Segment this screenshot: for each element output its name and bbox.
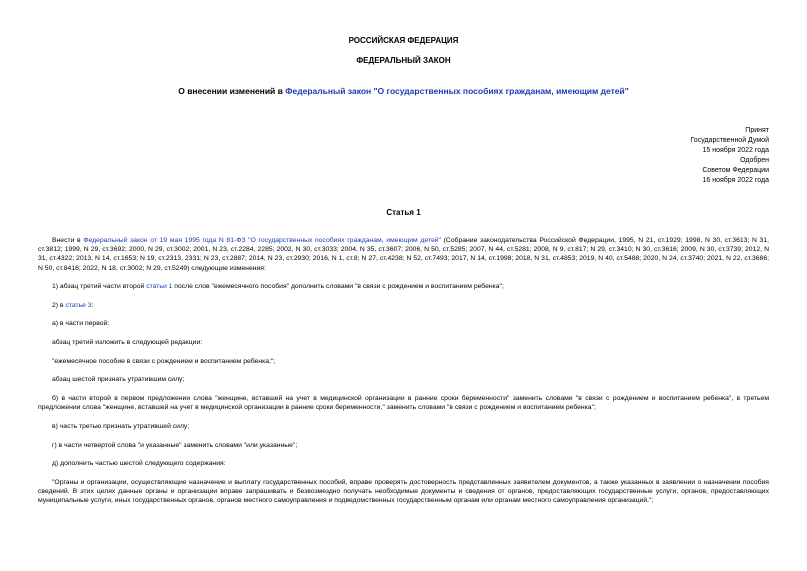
article-body [38, 236, 769, 515]
paragraph: "Органы и организации, осуществляющие назначение и выплату государственных пособий, вправе проверять достоверность представленных заявителем документов, а также указанных в заявлении о назначении пособия сведений. В этих целях данные органы и организации вправе запрашивать и безвозмездно получать необходимые документы и сведения от органов, предоставляющих государственные услуги, органов, предоставляющих муниципальные услуги, иных государственных органов, органов местного самоуправления и подведомственных государственным органам или органам местного самоуправления организаций."; [38, 479, 769, 505]
paragraph: б) в части второй в первом предложении слова "женщине, вставшей на учет в медицинской организации в ранние сроки беременности" заменить словами "в связи с рождением и воспитанием ребенка", в третьем предложении слова "женщине, вставшей на учет в медицинской организации в ранние сроки беременности," заменить словами "в связи с рождением и воспитанием ребенка"; [38, 395, 769, 412]
text-span: 1) абзац третий части второй [52, 282, 147, 290]
paragraph: а) в части первой: [52, 320, 110, 328]
text-span: (Собрание законодательства Российской Федерации, 1995, N 21, ст.1929; 1998, N 30, ст.3613; N 31, ст.3812; 1999, N 29, ст.3692; 2000, N 29, ст.3002; 2001, N 23, ст.2284, 2285; 2002, N 30, ст.3033; 2004, N 35, ст.3607; 2006, N 50, ст.5285; 2007, N 44, ст.5281; 2008, N 9, ст.817; N 29, ст.3410; N 30, ст.3616; 2009, N 30, ст.3739; 2012, N 31, ст.4322; 2013, N 14, ст.1653; N 19, ст.2313, 2331; N 23, ст.2887; 2014, N 23, ст.2930; 2016, N 1, ст.8; N 27, ст.4238; N 52, ст.7493; 2017, N 14, ст.1998; 2018, N 31, ст.4853; 2019, N 40, ст.5488; 2020, N 24, ст.3740; 2021, N 22, ст.3686; N 50, ст.8416; 2022, N 18, ст.3002; N 29, ст.5249) следующие изменения: [38, 237, 770, 272]
text-span: : [91, 301, 94, 309]
paragraph: абзац шестой признать утратившим силу; [52, 376, 185, 384]
paragraph-item-1 [38, 282, 769, 291]
law-type-heading: ФЕДЕРАЛЬНЫЙ ЗАКОН [356, 56, 451, 65]
paragraph: д) дополнить частью шестой следующего содержания: [52, 460, 226, 468]
country-heading: РОССИЙСКАЯ ФЕДЕРАЦИЯ [348, 36, 459, 45]
paragraph: абзац третий изложить в следующей редакции: [52, 338, 203, 346]
adoption-line: Принят [745, 127, 769, 134]
approval-line: Советом Федерации [702, 167, 769, 174]
adoption-line: Государственной Думой [690, 137, 769, 144]
law-title-prefix: О внесении изменений в [178, 86, 286, 96]
paragraph-intro [38, 236, 769, 273]
law-title-link[interactable]: Федеральный закон "О государственных пособиях гражданам, имеющим детей" [285, 86, 629, 96]
approval-line: Одобрен [740, 157, 769, 164]
federal-law-link[interactable]: Федеральный закон от 19 мая 1995 года N 81-ФЗ "О государственных пособиях гражданам, имеющим детей" [83, 237, 441, 244]
article-3-link[interactable]: статье 3 [65, 301, 92, 309]
approval-date: 16 ноября 2022 года [702, 177, 769, 184]
paragraph-item-2 [38, 301, 769, 310]
adoption-block [690, 126, 769, 186]
adoption-date: 15 ноября 2022 года [702, 147, 769, 154]
paragraph: г) в части четвертой слова "и указанные" заменить словами "или указанные"; [52, 441, 298, 449]
law-title [0, 86, 807, 96]
paragraph: "ежемесячное пособие в связи с рождением и воспитанием ребенка;"; [52, 357, 276, 365]
text-span: Внести в [52, 237, 84, 244]
paragraph: в) часть третью признать утратившей силу; [52, 422, 190, 430]
article-heading: Статья 1 [386, 208, 421, 217]
text-span: после слов "ежемесячного пособия" дополнить словами "в связи с рождением и воспитанием ребенка"; [172, 282, 504, 290]
article-1-link[interactable]: статьи 1 [146, 282, 173, 290]
text-span: 2) в [52, 301, 66, 309]
